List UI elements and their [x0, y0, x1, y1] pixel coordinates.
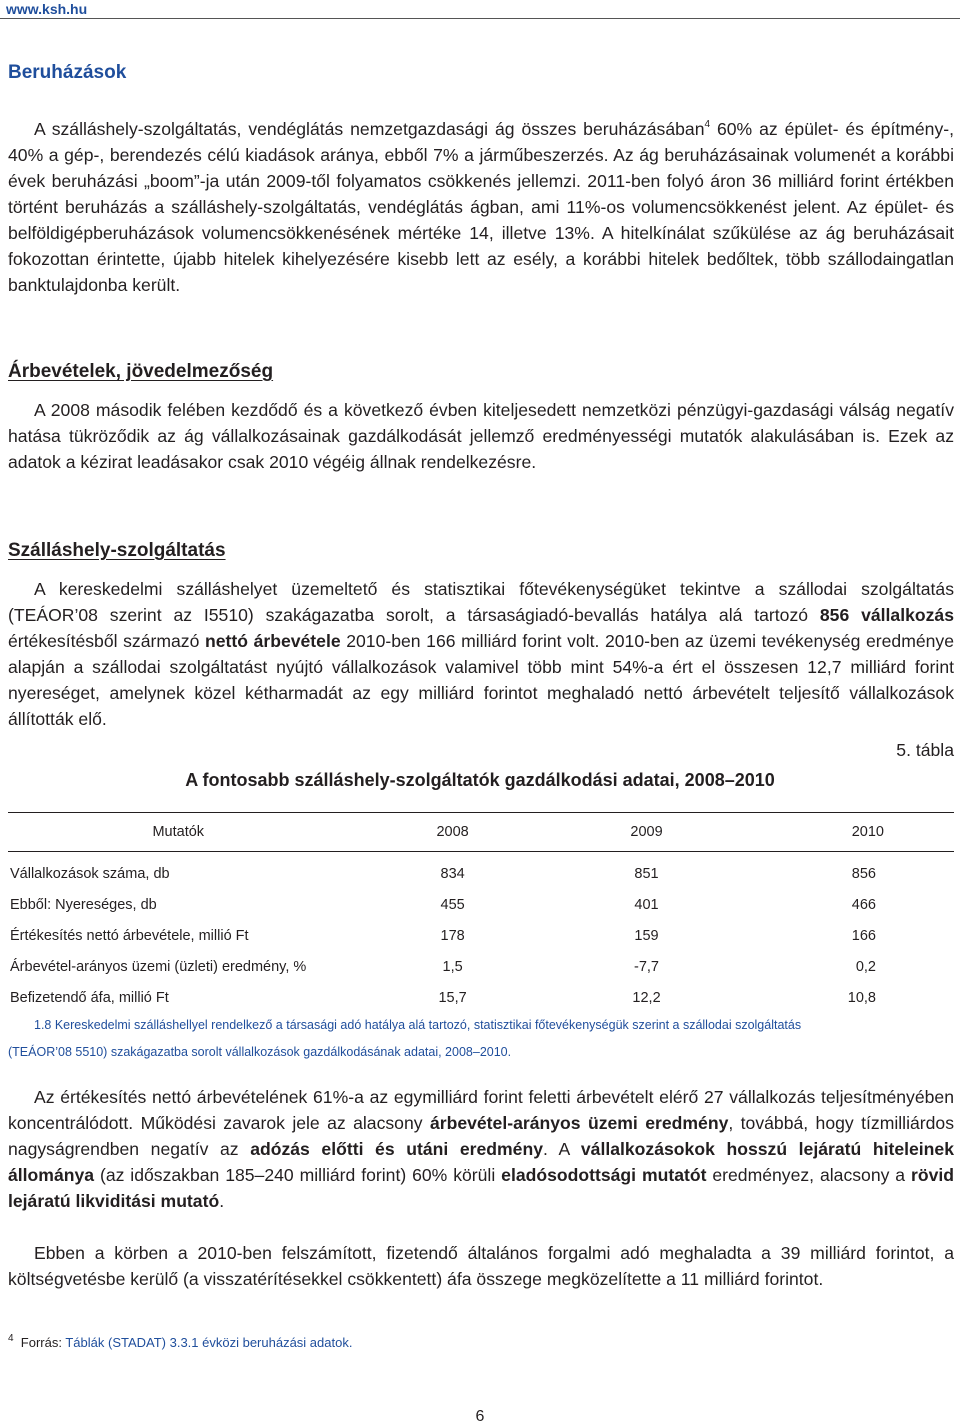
footnote	[8, 1332, 353, 1350]
paragraph-beruhazasok	[8, 116, 954, 298]
table-row	[8, 921, 954, 952]
footnote-number: 4	[8, 1332, 14, 1344]
bold-run: vállalkozásokok hosszú lejáratú hiteleinek állománya	[8, 1139, 954, 1185]
cell: 466	[851, 897, 876, 913]
footnote-link[interactable]: Táblák (STADAT) 3.3.1 évközi beruházási adatok.	[65, 1335, 353, 1350]
header-bar	[0, 0, 960, 20]
heading-szallashely: Szálláshely-szolgáltatás	[8, 540, 226, 561]
cell: 166	[851, 928, 876, 944]
heading-beruhazasok: Beruházások	[8, 62, 127, 83]
header-2010: 2010	[736, 813, 954, 852]
table-note-link[interactable]: 1.8 Kereskedelmi szálláshellyel rendelkező a társasági adó hatálya alá tartozó, statisztikai főtevékenységük szerint a szállodai szolgáltatás	[34, 1018, 802, 1032]
text-run: 60% az épület- és építmény-, 40% a gép-, berendezés célú kiadások aránya, ebből 7% a járműbeszerzés. Az ág beruházásainak volumenét a korábbi évek beruházási „boom”-ja után 2009-től folyamatos csökkenés jellemzi. 2011-ben folyó áron 36 milliárd forint értékben történt beruházás a szálláshely-szolgáltatás, vendéglátás ágban, ami 11%-os volumencsökkenést jelent. Az épület- és belföldigépberuházások volumencsökkenésének mértéke 14, illetve 13%. A hitelkínálat szűkülése az ág beruházásait fokozottan érintette, újabb hitelek kihelyezésére kisebb lett az esély, a korábbi hitelek bedőltek, több szállodaingatlan banktulajdonba került.	[8, 119, 954, 295]
heading-arbevetelek: Árbevételek, jövedelmezőség	[8, 361, 274, 382]
bold-run: rövid lejáratú likviditási mutató	[8, 1165, 955, 1211]
paragraph-closing-1	[8, 1084, 954, 1214]
bold-run: adózás előtti és utáni eredmény	[250, 1139, 543, 1159]
cell: 12,2	[632, 990, 661, 1006]
cell: -7,7	[634, 959, 660, 975]
table-row	[8, 952, 954, 983]
text-run: .	[219, 1191, 225, 1211]
cell: 851	[634, 865, 659, 882]
text-run: Az értékesítés nettó árbevételének 61%-a az egymilliárd forint feletti árbevételt elérő 27 vállalkozás teljesítményében koncentrálódott. Működési zavarok jele az alacsony	[8, 1087, 954, 1133]
header-2009: 2009	[557, 813, 737, 852]
table-row	[8, 852, 954, 890]
cell: 159	[634, 928, 659, 944]
text-run: . A	[542, 1139, 581, 1159]
row-label: Értékesítés nettó árbevétele, millió Ft	[10, 928, 249, 944]
row-label: Befizetendő áfa, millió Ft	[10, 990, 169, 1006]
table-header-row	[8, 813, 954, 852]
header-mutatok: Mutatók	[8, 813, 349, 852]
site-link[interactable]: www.ksh.hu	[6, 1, 88, 17]
cell: 856	[851, 865, 876, 882]
bold-run: eladósodottsági mutatót	[501, 1165, 707, 1185]
cell: 178	[440, 928, 465, 944]
paragraph-szallashely	[8, 576, 954, 732]
table-row	[8, 983, 954, 1014]
table-number: 5. tábla	[896, 740, 954, 760]
row-label: Árbevétel-arányos üzemi (üzleti) eredmény, %	[10, 959, 307, 975]
cell: 1,5	[442, 959, 463, 975]
text-run: értékesítésből származó	[8, 631, 205, 651]
paragraph-closing-2: Ebben a körben a 2010-ben felszámított, fizetendő általános forgalmi adó meghaladta a 39 milliárd forintot, a költségvetésbe kerülő (a visszatérítésekkel csökkentett) áfa összege megközelítette a 11 milliárd forintot.	[8, 1243, 954, 1289]
text-run: (az időszakban 185–240 milliárd forint) 60% körüli	[94, 1165, 502, 1185]
footnote-ref[interactable]: 4	[704, 119, 711, 131]
row-label: Ebből: Nyereséges, db	[10, 897, 157, 913]
bold-run: nettó árbevétele	[204, 631, 341, 651]
bold-run: árbevétel-arányos üzemi eredmény	[429, 1113, 729, 1133]
paragraph-arbevetelek: A 2008 második felében kezdődő és a következő évben kiteljesedett nemzetközi pénzügyi-gazdasági válság negatív hatása tükröződik az ág vállalkozásainak gazdálkodását jellemző eredményességi mutatók alakulásában is. Ezek az adatok a kézirat leadásakor csak 2010 végéig állnak rendelkezésre.	[8, 400, 954, 472]
header-2008: 2008	[349, 813, 557, 852]
header-divider	[0, 18, 960, 19]
cell: 15,7	[438, 990, 467, 1006]
row-label: Vállalkozások száma, db	[10, 865, 170, 882]
table-note-link-cont[interactable]: (TEÁOR’08 5510) szakágazatba sorolt vállalkozások gazdálkodásának adatai, 2008–2010.	[8, 1045, 512, 1059]
text-run: eredményez, alacsony a	[706, 1165, 911, 1185]
cell: 401	[634, 897, 659, 913]
bold-run: 856 vállalkozás	[819, 605, 954, 625]
cell: 10,8	[847, 990, 876, 1006]
table-title: A fontosabb szálláshely-szolgáltatók gazdálkodási adatai, 2008–2010	[185, 770, 775, 790]
text-run: 2010-ben 166 milliárd forint volt. 2010-ben az üzemi tevékenység eredménye alapján a szállodai szolgáltatást nyújtó vállalkozások valamivel több mint 54%-a ért el összesen 12,7 milliárd forint nyereséget, amelynek közel kétharmadát az egy milliárd forintot meghaladó nettó árbevételt teljesítő vállalkozások állították elő.	[8, 631, 955, 729]
page-number: 6	[475, 1408, 485, 1425]
text-run: , továbbá, hogy tízmilliárdos nagyságrendben negatív az	[8, 1113, 954, 1159]
cell: 0,2	[855, 959, 876, 975]
footnote-prefix: Forrás:	[20, 1335, 66, 1350]
text-run: A kereskedelmi szálláshelyet üzemeltető és statisztikai főtevékenységüket tekintve a szállodai szolgáltatás (TEÁOR’08 szerint az I5510) szakágazatba sorolt, a társaságiadó-bevallás hatálya alá tartozó	[8, 579, 954, 625]
cell: 834	[440, 865, 465, 882]
table-row	[8, 890, 954, 921]
text-run: A szálláshely-szolgáltatás, vendéglátás nemzetgazdasági ág összes beruházásában	[34, 119, 705, 139]
data-table	[8, 812, 954, 1014]
cell: 455	[440, 897, 465, 913]
